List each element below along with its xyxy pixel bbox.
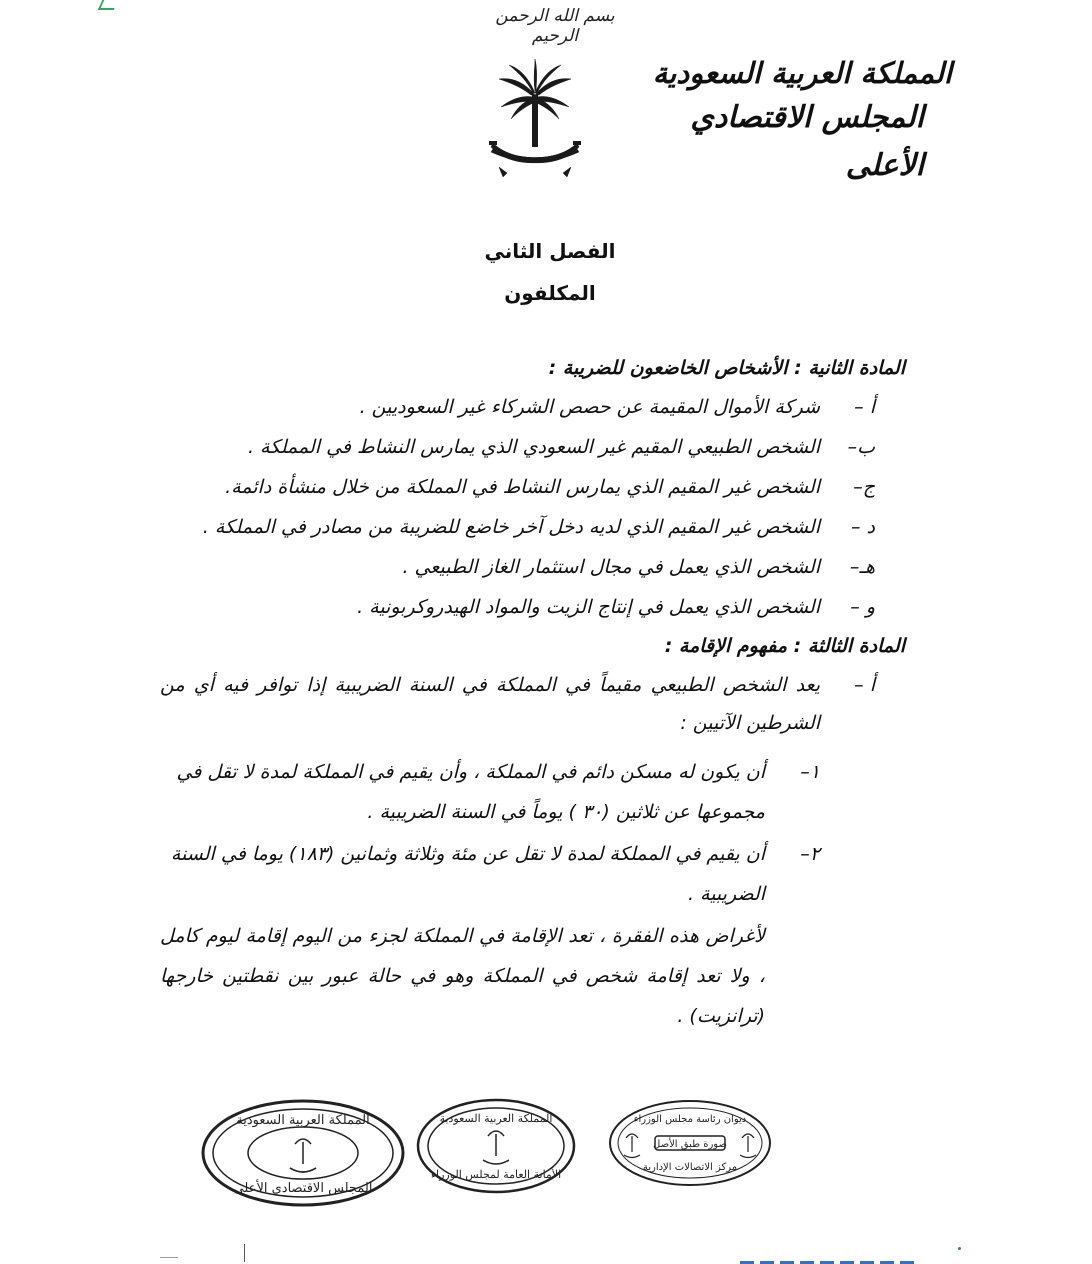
stamp-2-line-2: الأمانة العامة لمجلس الوزراء (430, 1168, 562, 1181)
stamp-2-line-1: المملكة العربية السعودية (439, 1112, 553, 1125)
item-marker: و – (850, 596, 875, 618)
kingdom-name: المملكة العربية السعودية (652, 56, 952, 90)
item-text: يعد الشخص الطبيعي مقيماً في المملكة في السنة الضريبية إذا توافر فيه أي من الشرطين الآتيين : (160, 674, 820, 734)
list-item (160, 508, 905, 546)
corner-mark (98, 0, 119, 10)
list-item (160, 548, 905, 586)
condition-marker: ١– (800, 761, 820, 783)
stamp-1-emblem-icon (290, 1139, 316, 1172)
list-item (160, 468, 905, 506)
footer-dash (160, 1257, 178, 1258)
document-body (160, 350, 905, 1036)
stamp-economic-council (203, 1101, 403, 1205)
stamp-1-line-2: المجلس الاقتصادي الأعلى (233, 1181, 373, 1196)
council-name: المجلس الاقتصادي الأعلى (690, 100, 924, 183)
article-three-title: المادة الثالثة : مفهوم الإقامة : (664, 635, 905, 657)
stamp-3-line-1: ديوان رئاسة مجلس الوزراء (633, 1114, 747, 1125)
saudi-emblem-palm-swords-icon (485, 55, 585, 185)
condition-text: أن يكون له مسكن دائم في المملكة ، وأن يقيم في المملكة لمدة لا تقل في مجموعها عن ثلاثين (٣٠ ) يوماً في السنة الضريبية . (176, 761, 765, 823)
list-item (160, 428, 905, 466)
stamp-2-emblem-icon (483, 1131, 509, 1164)
stamp-3-emblem-left-icon (624, 1134, 640, 1158)
residence-note: لأغراض هذه الفقرة ، تعد الإقامة في المملكة لجزء من اليوم إقامة ليوم كامل ، ولا تعد إقامة شخص في المملكة وهو في حالة عبور بين نقطتين خارجها (ترانزيت) . (160, 925, 765, 1027)
chapter-heading (420, 230, 680, 314)
condition-item (160, 752, 905, 832)
item-text: الشخص غير المقيم الذي لديه دخل آخر خاضع للضريبة من مصادر في المملكة . (202, 516, 820, 538)
item-text: الشخص الطبيعي المقيم غير السعودي الذي يمارس النشاط في المملكة . (247, 436, 820, 458)
stamp-3-emblem-right-icon (740, 1134, 756, 1158)
spacer (160, 744, 905, 750)
chapter-subtitle: المكلفون (504, 281, 596, 305)
letterhead (652, 52, 952, 190)
page-footer-marks (0, 1244, 1092, 1264)
stamp-cabinet-secretariat (418, 1100, 574, 1192)
official-stamps (200, 1098, 780, 1208)
condition-text: أن يقيم في المملكة لمدة لا تقل عن مئة وثلاثة وثمانين (١٨٣) يوما في السنة الضريبية . (170, 843, 765, 905)
item-marker: ب– (847, 436, 875, 458)
item-text: الشخص غير المقيم الذي يمارس النشاط في المملكة من خلال منشأة دائمة. (225, 476, 820, 498)
stamp-3-line-3: مركز الاتصالات الإدارية (642, 1162, 738, 1173)
item-text: شركة الأموال المقيمة عن حصص الشركاء غير السعوديين . (359, 396, 820, 418)
stamp-true-copy (610, 1101, 770, 1185)
item-marker: د – (850, 516, 875, 538)
condition-item (160, 834, 905, 914)
basmala: بسم الله الرحمن الرحيم (495, 6, 615, 46)
list-item (160, 388, 905, 426)
item-marker: هـ– (849, 556, 875, 578)
item-marker: ج– (853, 476, 875, 498)
condition-marker: ٢– (800, 843, 820, 865)
item-marker: أ – (854, 674, 875, 696)
footer-tick (244, 1244, 245, 1262)
item-text: الشخص الذي يعمل في مجال استثمار الغاز الطبيعي . (402, 556, 820, 578)
item-text: الشخص الذي يعمل في إنتاج الزيت والمواد الهيدروكربونية . (357, 596, 820, 618)
stamp-1-line-1: المملكة العربية السعودية (236, 1113, 370, 1128)
article-two-title: المادة الثانية : الأشخاص الخاضعون للضريبة : (548, 357, 905, 379)
list-item (160, 666, 905, 742)
chapter-title: الفصل الثاني (484, 239, 616, 263)
list-item (160, 588, 905, 626)
footer-dot (958, 1247, 961, 1250)
item-marker: أ – (854, 396, 875, 418)
stamp-3-line-2: صورة طبق الأصل (653, 1139, 727, 1150)
